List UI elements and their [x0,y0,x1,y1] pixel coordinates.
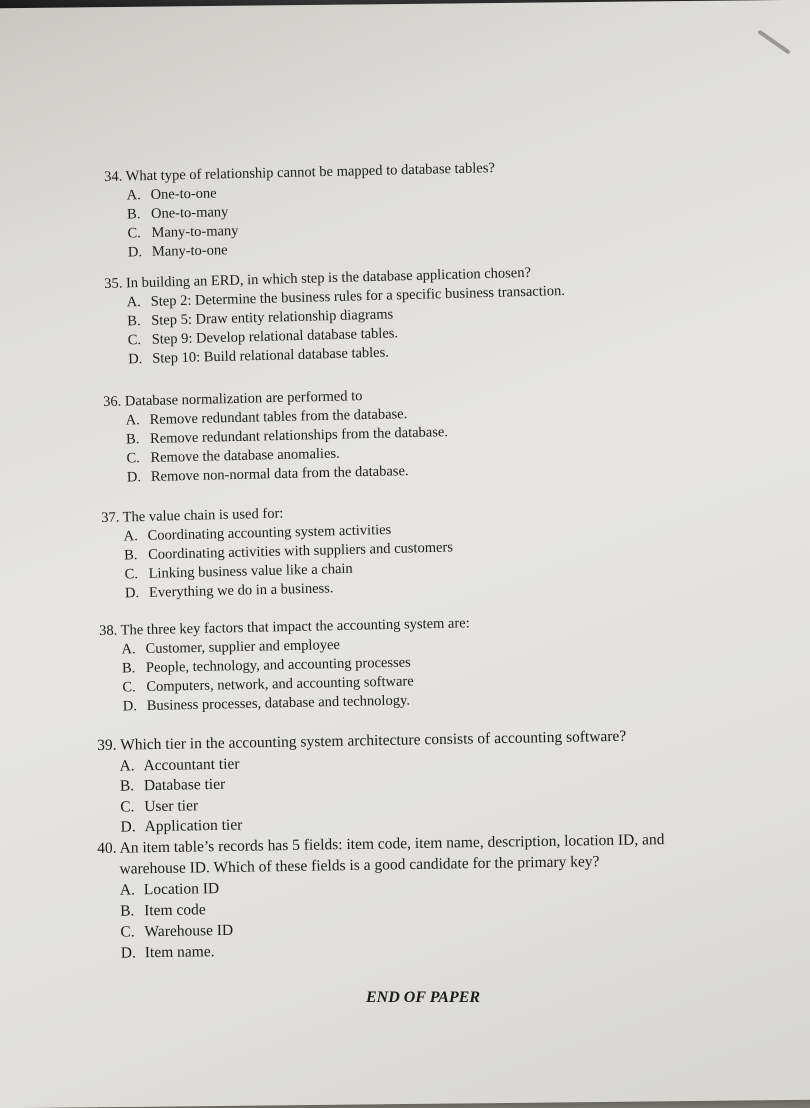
option-d: D. Item name. [120,943,215,962]
option-a: A. Coordinating accounting system activities [123,521,392,545]
question-37 [101,500,454,604]
option-a: A. Customer, supplier and employee [121,636,341,658]
option-b: B. Item code [120,901,206,920]
question-text: 37. The value chain is used for: [101,505,284,526]
option-list [101,519,454,604]
option-c: C. Warehouse ID [120,921,234,941]
question-34 [104,159,497,263]
option-d: D. Many-to-one [127,242,228,261]
question-text: 35. In building an ERD, in which step is the database application chosen? [104,264,532,292]
option-d: D. Step 10: Build relational database tables. [128,344,390,368]
option-c: C. Step 9: Develop relational database tables. [127,325,399,349]
option-b: B. Remove redundant relationships from the database. [125,424,449,448]
option-b: B. Coordinating activities with suppliers and customers [123,539,454,564]
option-list [98,869,769,964]
question-39 [97,727,628,839]
question-40 [97,827,769,964]
option-list [104,178,496,263]
option-a: A. Remove redundant tables from the database. [125,406,408,429]
question-text: 34. What type of relationship cannot be mapped to database tables? [104,160,496,185]
option-a: A. Location ID [119,880,220,899]
question-36 [103,385,449,488]
option-list [103,404,449,488]
option-c: C. Many-to-many [127,222,239,242]
option-b: B. People, technology, and accounting processes [121,654,411,677]
option-list [99,633,471,717]
option-d: D. Business processes, database and technology. [122,692,411,715]
option-c: C. Linking business value like a chain [124,560,353,583]
question-text: 36. Database normalization are performed to [103,388,363,410]
end-of-paper-label: END OF PAPER [366,989,481,1006]
option-d: D. Everything we do in a business. [124,580,334,602]
option-d: D. Remove non-normal data from the database. [126,463,409,486]
option-list [97,747,628,838]
question-text: 38. The three key factors that impact the accounting system are: [99,615,470,639]
option-list [104,282,566,370]
option-c: C. Remove the database anomalies. [126,445,340,467]
question-text: 39. Which tier in the accounting system architecture consists of accounting software? [97,727,627,754]
option-c: C. Computers, network, and accounting software [122,673,414,696]
question-38 [99,614,471,717]
option-d: D. Application tier [120,816,243,836]
option-a: A. Accountant tier [119,755,240,775]
question-35 [104,263,567,370]
option-b: B. Step 5: Draw entity relationship diagrams [127,306,394,330]
question-text-continued: warehouse ID. Which of these fields is a good candidate for the primary key? [119,853,600,878]
option-b: B. Database tier [119,775,226,795]
option-a: A. Step 2: Determine the business rules for a specific business transaction. [126,282,566,311]
option-a: A. One-to-one [126,185,217,204]
option-b: B. One-to-many [126,204,229,223]
question-text: 40. An item table’s records has 5 fields: item code, item name, description, location ID, and [97,831,665,857]
option-c: C. User tier [120,796,199,816]
